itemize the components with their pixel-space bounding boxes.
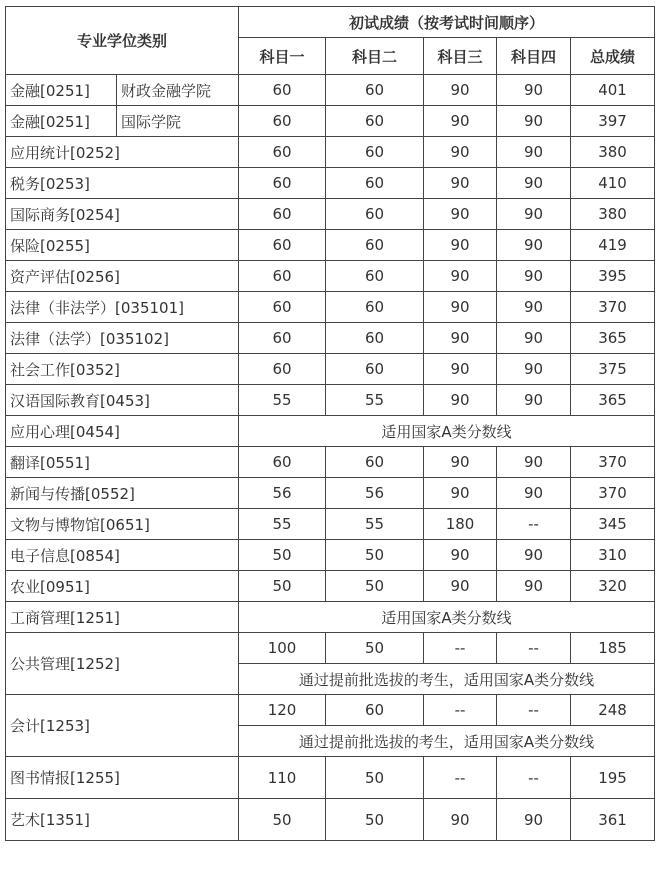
score-cell: -- [424, 633, 497, 664]
score-cell: 50 [326, 633, 424, 664]
score-cell: 55 [326, 509, 424, 540]
score-cell: 60 [239, 168, 326, 199]
score-cell: 56 [326, 478, 424, 509]
score-cell: 90 [497, 137, 571, 168]
row-category: 法律（法学）[035102] [6, 323, 239, 354]
row-category: 保险[0255] [6, 230, 239, 261]
row-college: 国际学院 [117, 106, 239, 137]
total-score-cell: 345 [571, 509, 655, 540]
score-cell: 90 [424, 447, 497, 478]
score-cell: 90 [497, 292, 571, 323]
total-score-cell: 370 [571, 478, 655, 509]
row-category: 资产评估[0256] [6, 261, 239, 292]
row-category: 税务[0253] [6, 168, 239, 199]
total-score-cell: 310 [571, 540, 655, 571]
table-row [6, 168, 655, 199]
score-cell: 56 [239, 478, 326, 509]
header-category: 专业学位类别 [6, 7, 239, 75]
table-row [6, 799, 655, 841]
row-category: 艺术[1351] [6, 799, 239, 841]
score-cell: 60 [239, 106, 326, 137]
row-category: 会计[1253] [6, 695, 239, 757]
score-cell: 90 [424, 75, 497, 106]
score-cell: -- [497, 757, 571, 799]
score-cell: 90 [497, 354, 571, 385]
score-cell: 90 [497, 199, 571, 230]
row-category: 汉语国际教育[0453] [6, 385, 239, 416]
row-category: 金融[0251] [6, 75, 117, 106]
score-cell: 60 [326, 199, 424, 230]
score-cell: -- [424, 757, 497, 799]
score-cell: 60 [326, 695, 424, 726]
table-row [6, 695, 655, 726]
score-cell: 55 [239, 509, 326, 540]
score-cell: 60 [239, 447, 326, 478]
table-row [6, 385, 655, 416]
score-cell: 60 [239, 323, 326, 354]
score-cell: 50 [326, 571, 424, 602]
score-cell: 90 [424, 168, 497, 199]
score-cell: 60 [239, 261, 326, 292]
row-category: 图书情报[1255] [6, 757, 239, 799]
total-score-cell: 365 [571, 385, 655, 416]
row-category: 法律（非法学）[035101] [6, 292, 239, 323]
total-score-cell: 380 [571, 199, 655, 230]
score-cell: 60 [239, 137, 326, 168]
score-cell: 120 [239, 695, 326, 726]
score-cell: 60 [326, 137, 424, 168]
total-score-cell: 395 [571, 261, 655, 292]
score-cell: 90 [424, 137, 497, 168]
score-cell: 55 [326, 385, 424, 416]
total-score-cell: 410 [571, 168, 655, 199]
table-row [6, 261, 655, 292]
total-score-cell: 397 [571, 106, 655, 137]
score-cell: 60 [326, 323, 424, 354]
score-cell: 50 [239, 571, 326, 602]
total-score-cell: 370 [571, 447, 655, 478]
row-category: 应用心理[0454] [6, 416, 239, 447]
note-cell: 适用国家A类分数线 [239, 602, 655, 633]
score-cell: 60 [326, 354, 424, 385]
score-cell: 90 [424, 323, 497, 354]
score-cell: 50 [326, 540, 424, 571]
table-row [6, 230, 655, 261]
header-subject-1: 科目一 [239, 38, 326, 75]
header-subject-2: 科目二 [326, 38, 424, 75]
total-score-cell: 380 [571, 137, 655, 168]
table-row [6, 540, 655, 571]
score-cell: 90 [497, 478, 571, 509]
total-score-cell: 361 [571, 799, 655, 841]
score-cell: 60 [326, 75, 424, 106]
row-category: 社会工作[0352] [6, 354, 239, 385]
table-row [6, 757, 655, 799]
score-cell: -- [497, 509, 571, 540]
table-row [6, 323, 655, 354]
score-cell: 110 [239, 757, 326, 799]
row-category: 国际商务[0254] [6, 199, 239, 230]
table-row [6, 478, 655, 509]
total-score-cell: 248 [571, 695, 655, 726]
header-subject-3: 科目三 [424, 38, 497, 75]
header-subject-4: 科目四 [497, 38, 571, 75]
total-score-cell: 185 [571, 633, 655, 664]
score-cell: 90 [497, 323, 571, 354]
score-cell: 90 [424, 385, 497, 416]
total-score-cell: 195 [571, 757, 655, 799]
score-cell: 60 [326, 447, 424, 478]
total-score-cell: 320 [571, 571, 655, 602]
table-row [6, 137, 655, 168]
row-category: 应用统计[0252] [6, 137, 239, 168]
score-cell: 60 [239, 292, 326, 323]
score-cell: 90 [424, 478, 497, 509]
score-cell: 90 [497, 106, 571, 137]
total-score-cell: 375 [571, 354, 655, 385]
score-cell: 90 [424, 571, 497, 602]
table-row [6, 602, 655, 633]
score-cell: 90 [424, 354, 497, 385]
row-category: 翻译[0551] [6, 447, 239, 478]
score-cell: 60 [239, 230, 326, 261]
table-row [6, 416, 655, 447]
score-cell: 90 [497, 540, 571, 571]
table-row [6, 106, 655, 137]
header-score-group: 初试成绩（按考试时间顺序） [239, 7, 655, 38]
score-cell: 50 [326, 757, 424, 799]
score-cell: 90 [497, 168, 571, 199]
score-cell: 60 [326, 106, 424, 137]
score-cell: 90 [497, 799, 571, 841]
score-cell: -- [497, 633, 571, 664]
table-row [6, 199, 655, 230]
score-cell: 90 [424, 540, 497, 571]
score-cell: 90 [424, 199, 497, 230]
score-cell: 90 [497, 261, 571, 292]
score-cell: 90 [497, 385, 571, 416]
score-cell: 60 [326, 292, 424, 323]
score-cell: 90 [424, 106, 497, 137]
total-score-cell: 370 [571, 292, 655, 323]
score-cell: 50 [239, 799, 326, 841]
header-row-group [6, 7, 655, 38]
score-cell: 60 [239, 75, 326, 106]
table-row [6, 571, 655, 602]
row-category: 公共管理[1252] [6, 633, 239, 695]
table-row [6, 354, 655, 385]
row-category: 电子信息[0854] [6, 540, 239, 571]
note-cell: 通过提前批选拔的考生，适用国家A类分数线 [239, 664, 655, 695]
score-cell: 100 [239, 633, 326, 664]
total-score-cell: 365 [571, 323, 655, 354]
score-cell: 55 [239, 385, 326, 416]
table-row [6, 447, 655, 478]
score-cell: -- [424, 695, 497, 726]
table-row [6, 292, 655, 323]
score-cell: 60 [326, 261, 424, 292]
score-cell: 90 [497, 571, 571, 602]
row-category: 金融[0251] [6, 106, 117, 137]
score-table [5, 6, 655, 841]
score-cell: 90 [497, 447, 571, 478]
row-category: 新闻与传播[0552] [6, 478, 239, 509]
score-cell: 90 [424, 799, 497, 841]
score-cell: 90 [424, 292, 497, 323]
note-cell: 适用国家A类分数线 [239, 416, 655, 447]
score-cell: 90 [497, 75, 571, 106]
score-cell: 60 [239, 199, 326, 230]
table-row [6, 633, 655, 664]
row-college: 财政金融学院 [117, 75, 239, 106]
score-cell: 60 [326, 168, 424, 199]
score-cell: 90 [497, 230, 571, 261]
score-cell: 50 [326, 799, 424, 841]
score-cell: 180 [424, 509, 497, 540]
header-total: 总成绩 [571, 38, 655, 75]
total-score-cell: 419 [571, 230, 655, 261]
score-cell: -- [497, 695, 571, 726]
score-cell: 90 [424, 261, 497, 292]
row-category: 文物与博物馆[0651] [6, 509, 239, 540]
total-score-cell: 401 [571, 75, 655, 106]
score-cell: 50 [239, 540, 326, 571]
table-row [6, 509, 655, 540]
score-cell: 60 [326, 230, 424, 261]
row-category: 农业[0951] [6, 571, 239, 602]
row-category: 工商管理[1251] [6, 602, 239, 633]
score-cell: 90 [424, 230, 497, 261]
score-cell: 60 [239, 354, 326, 385]
table-row [6, 75, 655, 106]
note-cell: 通过提前批选拔的考生，适用国家A类分数线 [239, 726, 655, 757]
